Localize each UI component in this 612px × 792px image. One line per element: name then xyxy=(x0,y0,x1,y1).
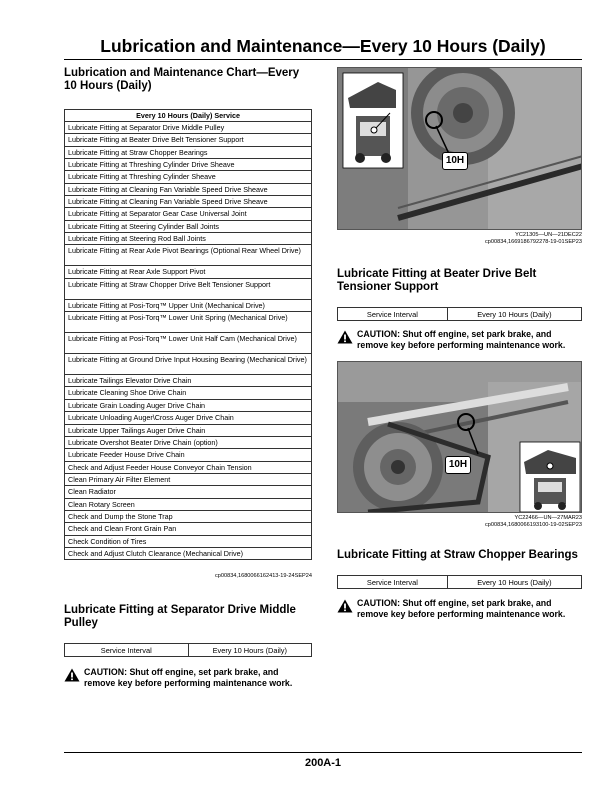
chart-row-text: Lubricate Feeder House Drive Chain xyxy=(65,449,312,461)
chart-row-text: Lubricate Fitting at Ground Drive Input Housing Bearing (Mechanical Drive) xyxy=(65,354,312,375)
chart-row-text: Clean Rotary Screen xyxy=(65,498,312,510)
caution-text: CAUTION: Shut off engine, set park brake, and remove key before performing maintenance work. xyxy=(84,667,293,689)
table-row xyxy=(65,171,312,183)
chart-row-text: Check Condition of Tires xyxy=(65,535,312,547)
table-row xyxy=(65,547,312,559)
figure1-caption: YC21305—UN—21DEC22 xyxy=(515,232,582,238)
chart-row-text: Lubricate Fitting at Rear Axle Pivot Bearings (Optional Rear Wheel Drive) xyxy=(65,245,312,266)
table-row xyxy=(65,278,312,299)
table-row xyxy=(65,412,312,424)
beater-tensioner-photo xyxy=(338,362,582,513)
chart-row-text: Lubricate Cleaning Shoe Drive Chain xyxy=(65,387,312,399)
chart-heading: Lubrication and Maintenance Chart—Every 10 Hours (Daily) xyxy=(64,67,300,92)
chart-row-text: Lubricate Grain Loading Auger Drive Chain xyxy=(65,399,312,411)
table-row xyxy=(65,535,312,547)
chart-ref-code: cp00834,1680066162413-19-24SEP24 xyxy=(214,573,312,580)
table-row xyxy=(65,510,312,522)
table-row xyxy=(65,375,312,387)
table-row xyxy=(65,449,312,461)
table-row xyxy=(65,473,312,485)
table-row xyxy=(65,486,312,498)
figure2-ref-code: cp00834,1680066193100-19-02SEP23 xyxy=(484,522,582,528)
chart-row-text: Lubricate Fitting at Steering Cylinder Ball Joints xyxy=(65,220,312,232)
table-row xyxy=(65,461,312,473)
beater-interval-table xyxy=(337,307,582,321)
footer-rule xyxy=(64,752,582,753)
service-interval-label: Service Interval xyxy=(338,576,448,589)
ten-hour-badge: 10H xyxy=(445,456,471,474)
table-row xyxy=(65,436,312,448)
table-row xyxy=(65,266,312,278)
chart-row-text: Clean Radiator xyxy=(65,486,312,498)
chart-row-text: Lubricate Unloading Auger\Cross Auger Drive Chain xyxy=(65,412,312,424)
chart-row-text: Lubricate Fitting at Threshing Cylinder Sheave xyxy=(65,171,312,183)
chart-row-text: Lubricate Fitting at Posi-Torq™ Lower Unit Spring (Mechanical Drive) xyxy=(65,312,312,333)
separator-pulley-figure xyxy=(337,67,582,230)
table-row xyxy=(65,159,312,171)
chopper-heading: Lubricate Fitting at Straw Chopper Bearings xyxy=(337,549,578,561)
warning-icon xyxy=(337,599,353,613)
table-row xyxy=(65,312,312,333)
table-row xyxy=(65,424,312,436)
table-row xyxy=(65,245,312,266)
table-row xyxy=(65,354,312,375)
chopper-interval-table xyxy=(337,575,582,589)
table-row xyxy=(65,299,312,311)
separator-interval-table xyxy=(64,643,312,657)
chart-row-text: Lubricate Fitting at Straw Chopper Bearings xyxy=(65,146,312,158)
chart-row-text: Lubricate Fitting at Threshing Cylinder Drive Sheave xyxy=(65,159,312,171)
chart-row-text: Lubricate Upper Tailings Auger Drive Chain xyxy=(65,424,312,436)
separator-heading: Lubricate Fitting at Separator Drive Middle Pulley xyxy=(64,604,296,630)
beater-heading: Lubricate Fitting at Beater Drive Belt Tensioner Support xyxy=(337,268,537,293)
ten-hour-badge: 10H xyxy=(442,152,468,170)
chart-row-text: Lubricate Tailings Elevator Drive Chain xyxy=(65,375,312,387)
table-row xyxy=(65,220,312,232)
warning-icon xyxy=(337,330,353,344)
maintenance-chart-table xyxy=(64,109,312,560)
table-row xyxy=(65,399,312,411)
table-row xyxy=(65,498,312,510)
service-interval-value: Every 10 Hours (Daily) xyxy=(188,644,312,657)
title-rule xyxy=(64,59,582,60)
chart-row-text: Lubricate Fitting at Steering Rod Ball Joints xyxy=(65,233,312,245)
chart-row-text: Check and Adjust Feeder House Conveyor Chain Tension xyxy=(65,461,312,473)
service-interval-label: Service Interval xyxy=(338,308,448,321)
caution-text: CAUTION: Shut off engine, set park brake, and remove key before performing maintenance work. xyxy=(357,329,566,350)
table-row xyxy=(65,122,312,134)
warning-icon xyxy=(64,668,80,682)
chart-row-text: Lubricate Fitting at Posi-Torq™ Lower Unit Half Cam (Mechanical Drive) xyxy=(65,333,312,354)
service-interval-value: Every 10 Hours (Daily) xyxy=(447,576,581,589)
chart-row-text: Check and Clean Front Grain Pan xyxy=(65,523,312,535)
figure1-ref-code: cp00834,1669186792278-19-01SEP23 xyxy=(484,239,582,245)
beater-tensioner-figure xyxy=(337,361,582,513)
chart-row-text: Lubricate Fitting at Cleaning Fan Variable Speed Drive Sheave xyxy=(65,183,312,195)
chart-row-text: Lubricate Fitting at Separator Drive Middle Pulley xyxy=(65,122,312,134)
chart-row-text: Lubricate Fitting at Posi-Torq™ Upper Unit (Mechanical Drive) xyxy=(65,299,312,311)
chart-row-text: Clean Primary Air Filter Element xyxy=(65,473,312,485)
table-row xyxy=(65,333,312,354)
service-interval-label: Service Interval xyxy=(65,644,189,657)
chart-row-text: Check and Adjust Clutch Clearance (Mechanical Drive) xyxy=(65,547,312,559)
table-row xyxy=(65,208,312,220)
chart-row-text: Check and Dump the Stone Trap xyxy=(65,510,312,522)
page-number: 200A-1 xyxy=(304,757,342,769)
left-column xyxy=(64,67,312,689)
table-row xyxy=(65,387,312,399)
right-column xyxy=(337,67,582,620)
chart-row-text: Lubricate Overshot Beater Drive Chain (option) xyxy=(65,436,312,448)
chart-row-text: Lubricate Fitting at Cleaning Fan Variable Speed Drive Sheave xyxy=(65,196,312,208)
caution-note xyxy=(337,329,582,351)
page-title: Lubrication and Maintenance—Every 10 Hours (Daily) xyxy=(100,36,546,56)
chart-row-text: Lubricate Fitting at Rear Axle Support Pivot xyxy=(65,266,312,278)
caution-note xyxy=(337,598,582,620)
caution-note xyxy=(64,667,312,689)
figure2-caption: YC22466—UN—27MAR23 xyxy=(514,515,582,521)
table-row xyxy=(65,523,312,535)
service-interval-value: Every 10 Hours (Daily) xyxy=(447,308,581,321)
table-row xyxy=(65,196,312,208)
table-row xyxy=(65,134,312,146)
chart-row-text: Lubricate Fitting at Beater Drive Belt Tensioner Support xyxy=(65,134,312,146)
chart-table-header: Every 10 Hours (Daily) Service xyxy=(65,110,312,122)
chart-row-text: Lubricate Fitting at Straw Chopper Drive Belt Tensioner Support xyxy=(65,278,312,299)
table-row xyxy=(65,233,312,245)
table-row xyxy=(65,183,312,195)
table-row xyxy=(65,146,312,158)
chart-row-text: Lubricate Fitting at Separator Gear Case Universal Joint xyxy=(65,208,312,220)
separator-pulley-photo xyxy=(338,68,582,230)
caution-text: CAUTION: Shut off engine, set park brake, and remove key before performing maintenance work. xyxy=(357,598,566,619)
